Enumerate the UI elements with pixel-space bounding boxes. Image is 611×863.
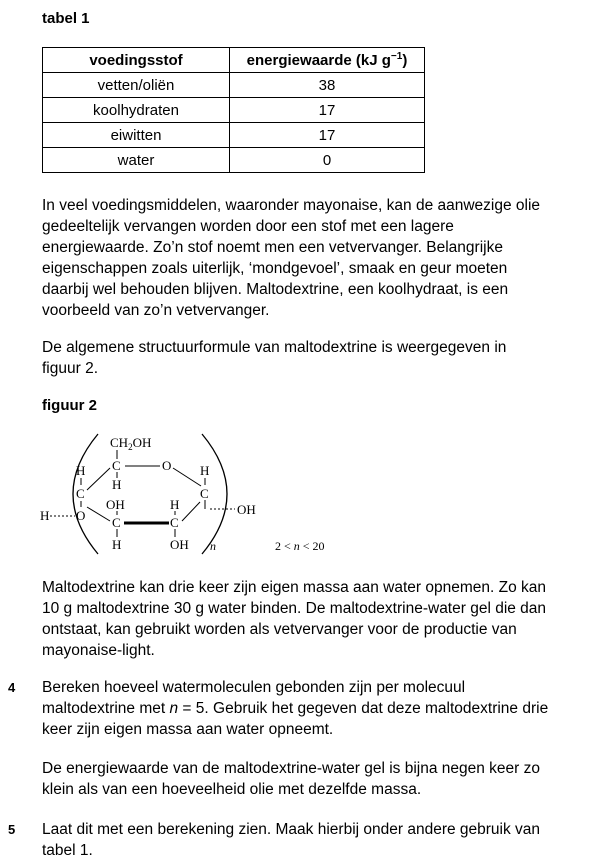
atom-c: C — [112, 515, 121, 530]
question-number: 5 — [8, 822, 16, 837]
atom-c: C — [76, 486, 85, 501]
n-range-label: 2 < n < 20 — [275, 539, 325, 553]
paragraph-line: maltodextrine met n = 5. Gebruik het gegeven dat deze maltodextrine drie — [42, 700, 549, 717]
atom-c: C — [112, 458, 121, 473]
question-5-text — [42, 819, 540, 861]
table-cell: vetten/oliën — [43, 73, 230, 98]
table-row — [43, 98, 425, 123]
paragraph-line: Laat dit met een berekening zien. Maak hierbij onder andere gebruik van — [42, 821, 541, 838]
repeat-subscript-n: n — [210, 539, 216, 553]
ch2oh-label: $CH_2OH$ — [110, 435, 152, 452]
paragraph-line: figuur 2. — [42, 360, 99, 377]
atom-h: H — [112, 477, 122, 492]
energy-table — [42, 47, 425, 173]
atom-c: C — [170, 515, 179, 530]
bond-line — [87, 468, 110, 490]
table-cell: 38 — [230, 73, 425, 98]
table-row — [43, 73, 425, 98]
atom-h: H — [40, 508, 50, 523]
bond-line — [173, 468, 201, 486]
atom-oh: OH — [170, 537, 189, 552]
table-row — [43, 148, 425, 173]
maltodextrine-structure-diagram — [30, 428, 360, 560]
paragraph-line: keer zijn eigen massa aan water opneemt. — [42, 721, 334, 738]
paragraph-line: eigenschappen zoals uiterlijk, ‘mondgevoel’, smaak en geur moeten — [42, 260, 508, 277]
paragraph-line: Maltodextrine kan drie keer zijn eigen massa aan water opnemen. Zo kan — [42, 579, 547, 596]
atom-c: C — [200, 486, 209, 501]
table-row — [43, 123, 425, 148]
paragraph-line: mayonaise-light. — [42, 642, 155, 659]
paragraph-line: ontstaat, kan gebruikt worden als vetvervanger voor de productie van — [42, 621, 517, 638]
table-cell: 17 — [230, 123, 425, 148]
question-number: 4 — [8, 680, 16, 695]
paragraph-line: In veel voedingsmiddelen, waaronder mayonaise, kan de aanwezige olie — [42, 197, 541, 214]
table-cell: 0 — [230, 148, 425, 173]
paragraph-line: voorbeeld van zo’n vetvervanger. — [42, 302, 270, 319]
atom-oh: OH — [237, 502, 256, 517]
atom-h: H — [170, 497, 180, 512]
table-cell: eiwitten — [43, 123, 230, 148]
question-4-text — [42, 677, 548, 740]
structure-paragraph — [42, 337, 506, 379]
atom-h: H — [112, 537, 122, 552]
figure-caption: figuur 2 — [42, 397, 97, 414]
atom-h: H — [200, 463, 210, 478]
paragraph-line: 10 g maltodextrine 30 g water binden. De maltodextrine-water gel die dan — [42, 600, 547, 617]
paragraph-line: gedeeltelijk vervangen worden door een stof met een lagere — [42, 218, 454, 235]
table-cell: koolhydraten — [43, 98, 230, 123]
paragraph-line: klein als van een hoeveelheid olie met dezelfde massa. — [42, 781, 422, 798]
table-header-row — [43, 48, 425, 73]
table-cell: 17 — [230, 98, 425, 123]
atom-h: H — [76, 463, 86, 478]
paragraph-line: energiewaarde. Zo’n stof noemt men een vetvervanger. Belangrijke — [42, 239, 503, 256]
gel-paragraph — [42, 577, 546, 661]
atom-oh: OH — [106, 497, 125, 512]
paragraph-line: De algemene structuurformule van maltodextrine is weergegeven in — [42, 339, 507, 356]
paragraph-line: De energiewaarde van de maltodextrine-water gel is bijna negen keer zo — [42, 760, 541, 777]
paragraph-line: tabel 1. — [42, 842, 93, 859]
table-header-energy: energiewaarde (kJ $g^{-1}$) — [230, 48, 425, 73]
paragraph-line: daarbij wel behouden blijven. Maltodextrine, een koolhydraat, is een — [42, 281, 509, 298]
table-header-nutrient: voedingsstof — [43, 48, 230, 73]
paragraph-line: Bereken hoeveel watermoleculen gebonden zijn per molecuul — [42, 679, 466, 696]
ring-oxygen: O — [162, 458, 172, 473]
energy-paragraph — [42, 758, 540, 800]
table-caption: tabel 1 — [42, 10, 90, 27]
intro-paragraph — [42, 195, 540, 321]
table-cell: water — [43, 148, 230, 173]
bond-line — [182, 502, 200, 521]
atom-o: O — [76, 508, 86, 523]
